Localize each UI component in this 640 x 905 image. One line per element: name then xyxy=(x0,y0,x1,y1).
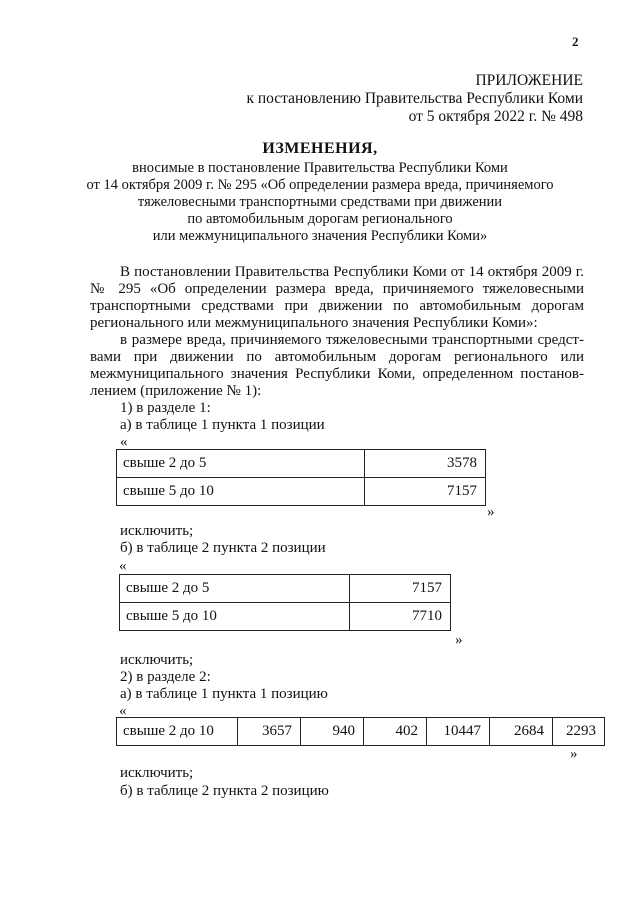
table-cell: свыше 2 до 5 xyxy=(117,450,365,478)
heading-line: вносимые в постановление Правительства Республики Коми xyxy=(132,160,508,176)
exclude-1: исключить; xyxy=(120,523,194,539)
table-cell: свыше 5 до 10 xyxy=(120,603,350,631)
table-cell: 2684 xyxy=(490,718,553,746)
appendix-title: ПРИЛОЖЕНИЕ xyxy=(475,72,583,89)
close-quote: » xyxy=(455,632,463,648)
table-cell: 3657 xyxy=(238,718,301,746)
table-cell: 3578 xyxy=(365,450,486,478)
paragraph-damage: в размере вреда, причиняемого тяжеловесными транспортными средствами при движении по автомобильным дорогам регионального или межмуниципального значения Республики Коми, определенном постановлением (приложение № 1): xyxy=(90,332,584,399)
item-table-2: б) в таблице 2 пункта 2 позиции xyxy=(120,540,326,556)
item-table-3: а) в таблице 1 пункта 1 позицию xyxy=(120,686,328,702)
table-cell: 402 xyxy=(364,718,427,746)
item-section-1: 1) в разделе 1: xyxy=(120,400,211,416)
table-section2-table1 xyxy=(116,717,605,746)
item-table-4: б) в таблице 2 пункта 2 позицию xyxy=(120,783,329,799)
item-section-2: 2) в разделе 2: xyxy=(120,669,211,685)
exclude-2: исключить; xyxy=(120,652,194,668)
open-quote: « xyxy=(119,558,127,574)
table-cell: 2293 xyxy=(553,718,605,746)
table-cell: свыше 2 до 5 xyxy=(120,575,350,603)
table-row xyxy=(120,603,451,631)
open-quote: « xyxy=(119,703,127,719)
table-cell: свыше 5 до 10 xyxy=(117,478,365,506)
open-quote: « xyxy=(120,434,128,450)
table-row xyxy=(117,478,486,506)
table-section1-table1 xyxy=(116,449,486,506)
page-number: 2 xyxy=(572,34,579,49)
table-cell: 7157 xyxy=(350,575,451,603)
heading-line: по автомобильным дорогам регионального xyxy=(187,211,453,227)
appendix-line1: к постановлению Правительства Республики Коми xyxy=(246,90,583,107)
document-title: ИЗМЕНЕНИЯ, xyxy=(262,140,378,157)
close-quote: » xyxy=(570,746,578,762)
table-row xyxy=(117,718,605,746)
table-cell: 940 xyxy=(301,718,364,746)
heading-line: от 14 октября 2009 г. № 295 «Об определении размера вреда, причиняемого xyxy=(86,177,554,193)
heading-line: тяжеловесными транспортными средствами при движении xyxy=(137,194,503,210)
table-cell: 10447 xyxy=(427,718,490,746)
exclude-3: исключить; xyxy=(120,765,194,781)
paragraph-intro: В постановлении Правительства Республики Коми от 14 октября 2009 г. № 295 «Об определении размера вреда, причиняемого тяжеловесными транспортными средствами при движении по автомобильным дорогам регионального или межмуниципального значения Республики Коми»: xyxy=(90,264,584,331)
appendix-line2: от 5 октября 2022 г. № 498 xyxy=(408,108,583,125)
heading-line: или межмуниципального значения Республики Коми» xyxy=(152,228,488,244)
table-row xyxy=(120,575,451,603)
table-cell: 7157 xyxy=(365,478,486,506)
table-section1-table2 xyxy=(119,574,451,631)
table-row xyxy=(117,450,486,478)
table-cell: 7710 xyxy=(350,603,451,631)
close-quote: » xyxy=(487,504,495,520)
table-cell: свыше 2 до 10 xyxy=(117,718,238,746)
item-table-1: а) в таблице 1 пункта 1 позиции xyxy=(120,417,325,433)
